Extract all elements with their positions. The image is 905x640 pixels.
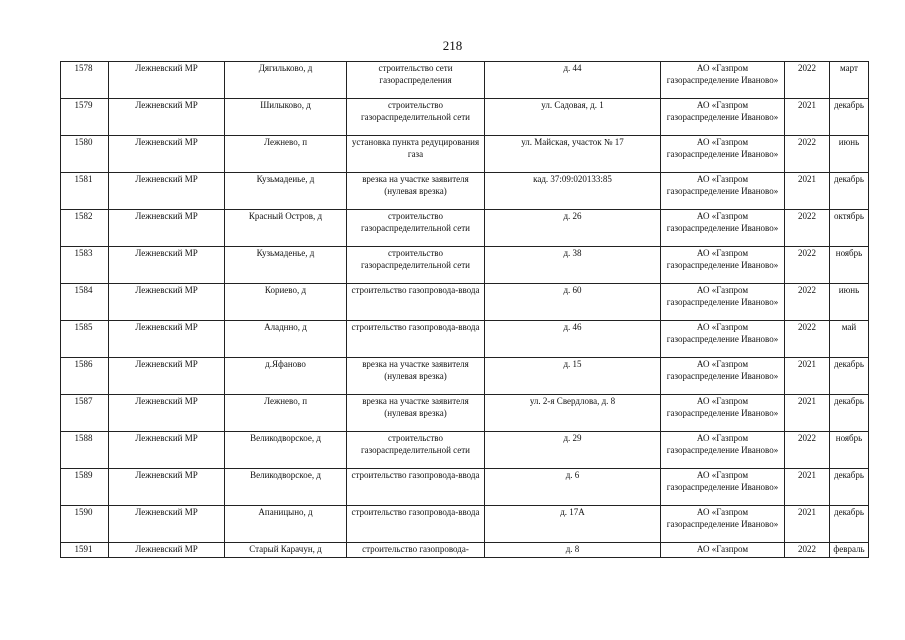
work-type-cell: строительство газораспределительной сети — [347, 247, 485, 284]
work-type-cell: строительство сети газораспределения — [347, 62, 485, 99]
settlement-cell: Великодворское, д — [225, 469, 347, 506]
work-type-cell: строительство газораспределительной сети — [347, 99, 485, 136]
organization-cell: АО «Газпром газораспределение Иваново» — [661, 247, 785, 284]
table-row — [61, 543, 869, 558]
organization-cell: АО «Газпром — [661, 543, 785, 558]
month-cell: июнь — [830, 284, 869, 321]
year-cell: 2022 — [785, 247, 830, 284]
address-cell: д. 15 — [485, 358, 661, 395]
district-cell: Лежневский МР — [109, 321, 225, 358]
work-type-cell: строительство газопровода- — [347, 543, 485, 558]
table-row — [61, 62, 869, 99]
month-cell: ноябрь — [830, 247, 869, 284]
settlement-cell: Красный Остров, д — [225, 210, 347, 247]
organization-cell: АО «Газпром газораспределение Иваново» — [661, 321, 785, 358]
month-cell: декабрь — [830, 99, 869, 136]
page-number: 218 — [442, 38, 463, 53]
row-number-cell: 1580 — [61, 136, 109, 173]
row-number-cell: 1582 — [61, 210, 109, 247]
table-row — [61, 210, 869, 247]
row-number-cell: 1583 — [61, 247, 109, 284]
row-number-cell: 1578 — [61, 62, 109, 99]
address-cell: д. 46 — [485, 321, 661, 358]
month-cell: декабрь — [830, 469, 869, 506]
settlement-cell: Старый Карачун, д — [225, 543, 347, 558]
address-cell: ул. 2-я Свердлова, д. 8 — [485, 395, 661, 432]
address-cell: д. 38 — [485, 247, 661, 284]
settlement-cell: Лежнево, п — [225, 136, 347, 173]
district-cell: Лежневский МР — [109, 284, 225, 321]
district-cell: Лежневский МР — [109, 358, 225, 395]
row-number-cell: 1584 — [61, 284, 109, 321]
table-row — [61, 395, 869, 432]
work-type-cell: строительство газопровода-ввода — [347, 321, 485, 358]
address-cell: д. 29 — [485, 432, 661, 469]
settlement-cell: д.Яфаново — [225, 358, 347, 395]
month-cell: март — [830, 62, 869, 99]
year-cell: 2022 — [785, 321, 830, 358]
table-row — [61, 506, 869, 543]
settlement-cell: Кориево, д — [225, 284, 347, 321]
table-row — [61, 321, 869, 358]
month-cell: май — [830, 321, 869, 358]
settlement-cell: Апаницыно, д — [225, 506, 347, 543]
organization-cell: АО «Газпром газораспределение Иваново» — [661, 62, 785, 99]
year-cell: 2022 — [785, 136, 830, 173]
district-cell: Лежневский МР — [109, 506, 225, 543]
year-cell: 2021 — [785, 173, 830, 210]
row-number-cell: 1588 — [61, 432, 109, 469]
month-cell: декабрь — [830, 395, 869, 432]
registry-table — [60, 61, 869, 558]
year-cell: 2021 — [785, 395, 830, 432]
work-type-cell: строительство газопровода-ввода — [347, 284, 485, 321]
year-cell: 2021 — [785, 99, 830, 136]
table-row — [61, 432, 869, 469]
district-cell: Лежневский МР — [109, 469, 225, 506]
row-number-cell: 1585 — [61, 321, 109, 358]
settlement-cell: Великодворское, д — [225, 432, 347, 469]
settlement-cell: Лежнево, п — [225, 395, 347, 432]
month-cell: июнь — [830, 136, 869, 173]
row-number-cell: 1589 — [61, 469, 109, 506]
settlement-cell: Кузьмадеиье, д — [225, 173, 347, 210]
year-cell: 2021 — [785, 358, 830, 395]
district-cell: Лежневский МР — [109, 432, 225, 469]
address-cell: ул. Садовая, д. 1 — [485, 99, 661, 136]
row-number-cell: 1590 — [61, 506, 109, 543]
organization-cell: АО «Газпром газораспределение Иваново» — [661, 432, 785, 469]
month-cell: февраль — [830, 543, 869, 558]
address-cell: д. 44 — [485, 62, 661, 99]
organization-cell: АО «Газпром газораспределение Иваново» — [661, 210, 785, 247]
district-cell: Лежневский МР — [109, 395, 225, 432]
row-number-cell: 1581 — [61, 173, 109, 210]
address-cell: д. 6 — [485, 469, 661, 506]
organization-cell: АО «Газпром газораспределение Иваново» — [661, 173, 785, 210]
district-cell: Лежневский МР — [109, 210, 225, 247]
table-row — [61, 99, 869, 136]
work-type-cell: врезка на участке заявителя (нулевая врезка) — [347, 395, 485, 432]
organization-cell: АО «Газпром газораспределение Иваново» — [661, 99, 785, 136]
month-cell: декабрь — [830, 506, 869, 543]
year-cell: 2022 — [785, 284, 830, 321]
district-cell: Лежневский МР — [109, 136, 225, 173]
table-row — [61, 284, 869, 321]
organization-cell: АО «Газпром газораспределение Иваново» — [661, 469, 785, 506]
table-row — [61, 247, 869, 284]
work-type-cell: строительство газопровода-ввода — [347, 469, 485, 506]
settlement-cell: Шилыково, д — [225, 99, 347, 136]
work-type-cell: строительство газораспределительной сети — [347, 432, 485, 469]
table-row — [61, 173, 869, 210]
table-row — [61, 136, 869, 173]
year-cell: 2022 — [785, 432, 830, 469]
month-cell: декабрь — [830, 173, 869, 210]
row-number-cell: 1579 — [61, 99, 109, 136]
row-number-cell: 1586 — [61, 358, 109, 395]
settlement-cell: Дягильково, д — [225, 62, 347, 99]
organization-cell: АО «Газпром газораспределение Иваново» — [661, 358, 785, 395]
district-cell: Лежневский МР — [109, 247, 225, 284]
district-cell: Лежневский МР — [109, 62, 225, 99]
row-number-cell: 1591 — [61, 543, 109, 558]
organization-cell: АО «Газпром газораспределение Иваново» — [661, 395, 785, 432]
month-cell: декабрь — [830, 358, 869, 395]
address-cell: ул. Майская, участок № 17 — [485, 136, 661, 173]
month-cell: ноябрь — [830, 432, 869, 469]
district-cell: Лежневский МР — [109, 543, 225, 558]
year-cell: 2022 — [785, 210, 830, 247]
address-cell: д. 17А — [485, 506, 661, 543]
district-cell: Лежневский МР — [109, 173, 225, 210]
year-cell: 2021 — [785, 469, 830, 506]
organization-cell: АО «Газпром газораспределение Иваново» — [661, 284, 785, 321]
month-cell: октябрь — [830, 210, 869, 247]
year-cell: 2022 — [785, 543, 830, 558]
work-type-cell: строительство газопровода-ввода — [347, 506, 485, 543]
address-cell: кад. 37:09:020133:85 — [485, 173, 661, 210]
address-cell: д. 26 — [485, 210, 661, 247]
settlement-cell: Аладнно, д — [225, 321, 347, 358]
organization-cell: АО «Газпром газораспределение Иваново» — [661, 506, 785, 543]
settlement-cell: Кузьмаденье, д — [225, 247, 347, 284]
year-cell: 2022 — [785, 62, 830, 99]
address-cell: д. 8 — [485, 543, 661, 558]
work-type-cell: врезка на участке заявителя (нулевая врезка) — [347, 173, 485, 210]
district-cell: Лежневский МР — [109, 99, 225, 136]
address-cell: д. 60 — [485, 284, 661, 321]
work-type-cell: установка пункта редуцирования газа — [347, 136, 485, 173]
table-row — [61, 358, 869, 395]
work-type-cell: врезка на участке заявителя (нулевая врезка) — [347, 358, 485, 395]
organization-cell: АО «Газпром газораспределение Иваново» — [661, 136, 785, 173]
year-cell: 2021 — [785, 506, 830, 543]
row-number-cell: 1587 — [61, 395, 109, 432]
work-type-cell: строительство газораспределительной сети — [347, 210, 485, 247]
table-row — [61, 469, 869, 506]
